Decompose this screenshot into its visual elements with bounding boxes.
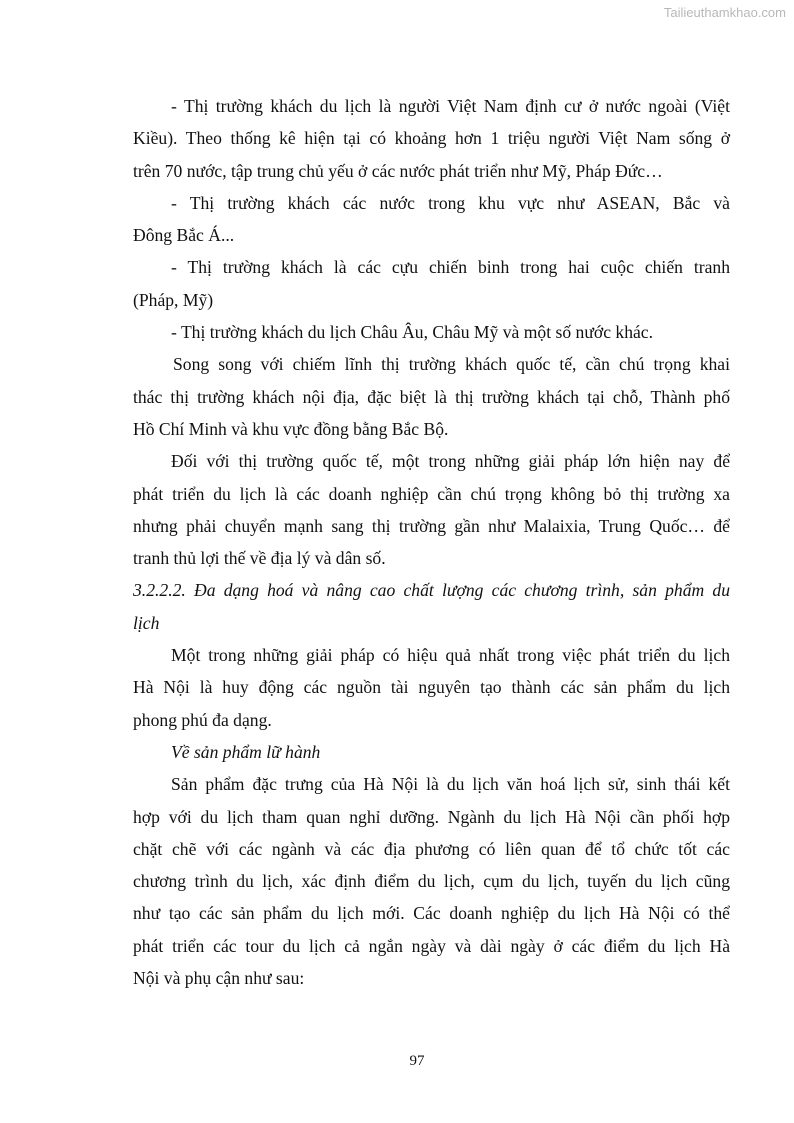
text-line: phong phú đa dạng. <box>133 709 272 730</box>
paragraph <box>133 251 730 316</box>
text-line: Hồ Chí Minh và khu vực đồng bằng Bắc Bộ. <box>133 418 449 439</box>
text-line: Về sản phẩm lữ hành <box>171 741 321 762</box>
text-line: Nội và phụ cận như sau: <box>133 968 305 989</box>
text-line: như tạo các sản phẩm du lịch mới. Các doanh nghiệp du lịch Hà Nội có thể <box>133 903 730 924</box>
text-line: phát triển du lịch là các doanh nghiệp cần chú trọng không bỏ thị trường xa <box>133 483 730 504</box>
watermark: Tailieuthamkhao.com <box>663 5 786 20</box>
text-line: chương trình du lịch, xác định điểm du lịch, cụm du lịch, tuyến du lịch cũng <box>133 871 730 892</box>
text-line: Song song với chiếm lĩnh thị trường khách quốc tế, cần chú trọng khai <box>173 354 730 375</box>
section-heading <box>133 574 730 639</box>
text-line: - Thị trường khách du lịch là người Việt Nam định cư ở nước ngoài (Việt <box>171 96 730 116</box>
text-line: chặt chẽ với các ngành và các địa phương có liên quan để tổ chức tốt các <box>133 838 730 859</box>
text-line: Hà Nội là huy động các nguồn tài nguyên tạo thành các sản phẩm du lịch <box>133 677 730 698</box>
text-line: - Thị trường khách là các cựu chiến binh trong hai cuộc chiến tranh <box>171 257 730 278</box>
text-line: hợp với du lịch tham quan nghỉ dưỡng. Ngành du lịch Hà Nội cần phối hợp <box>133 806 730 827</box>
text-line: - Thị trường khách các nước trong khu vực như ASEAN, Bắc và <box>171 192 730 213</box>
page-number: 97 <box>409 1053 425 1069</box>
paragraph <box>133 445 730 574</box>
paragraph <box>133 768 730 994</box>
paragraph <box>133 316 730 348</box>
text-line: - Thị trường khách du lịch Châu Âu, Châu Mỹ và một số nước khác. <box>171 322 654 343</box>
text-line: lịch <box>133 612 160 633</box>
text-line: trên 70 nước, tập trung chủ yếu ở các nước phát triển như Mỹ, Pháp Đức… <box>133 160 663 181</box>
paragraph <box>133 348 730 445</box>
subheading <box>133 736 730 768</box>
paragraph <box>133 187 730 252</box>
text-line: thác thị trường khách nội địa, đặc biệt là thị trường khách tại chỗ, Thành phố <box>133 386 730 407</box>
text-line: 3.2.2.2. Đa dạng hoá và nâng cao chất lượng các chương trình, sản phẩm du <box>133 580 730 601</box>
text-line: phát triển các tour du lịch cả ngắn ngày và dài ngày ở các điểm du lịch Hà <box>133 935 730 956</box>
document-body <box>133 90 730 994</box>
text-line: nhưng phải chuyển mạnh sang thị trường gần như Malaixia, Trung Quốc… để <box>133 515 730 536</box>
text-line: Đông Bắc Á... <box>133 225 235 246</box>
paragraph <box>133 639 730 736</box>
text-line: (Pháp, Mỹ) <box>133 289 214 310</box>
text-line: Sản phẩm đặc trưng của Hà Nội là du lịch văn hoá lịch sử, sinh thái kết <box>171 774 730 795</box>
paragraph <box>133 90 730 187</box>
text-line: Kiều). Theo thống kê hiện tại có khoảng hơn 1 triệu người Việt Nam sống ở <box>133 128 730 149</box>
text-line: Đối với thị trường quốc tế, một trong những giải pháp lớn hiện nay để <box>171 451 730 472</box>
text-line: Một trong những giải pháp có hiệu quả nhất trong việc phát triển du lịch <box>171 645 730 666</box>
text-line: tranh thủ lợi thế về địa lý và dân số. <box>133 548 386 569</box>
